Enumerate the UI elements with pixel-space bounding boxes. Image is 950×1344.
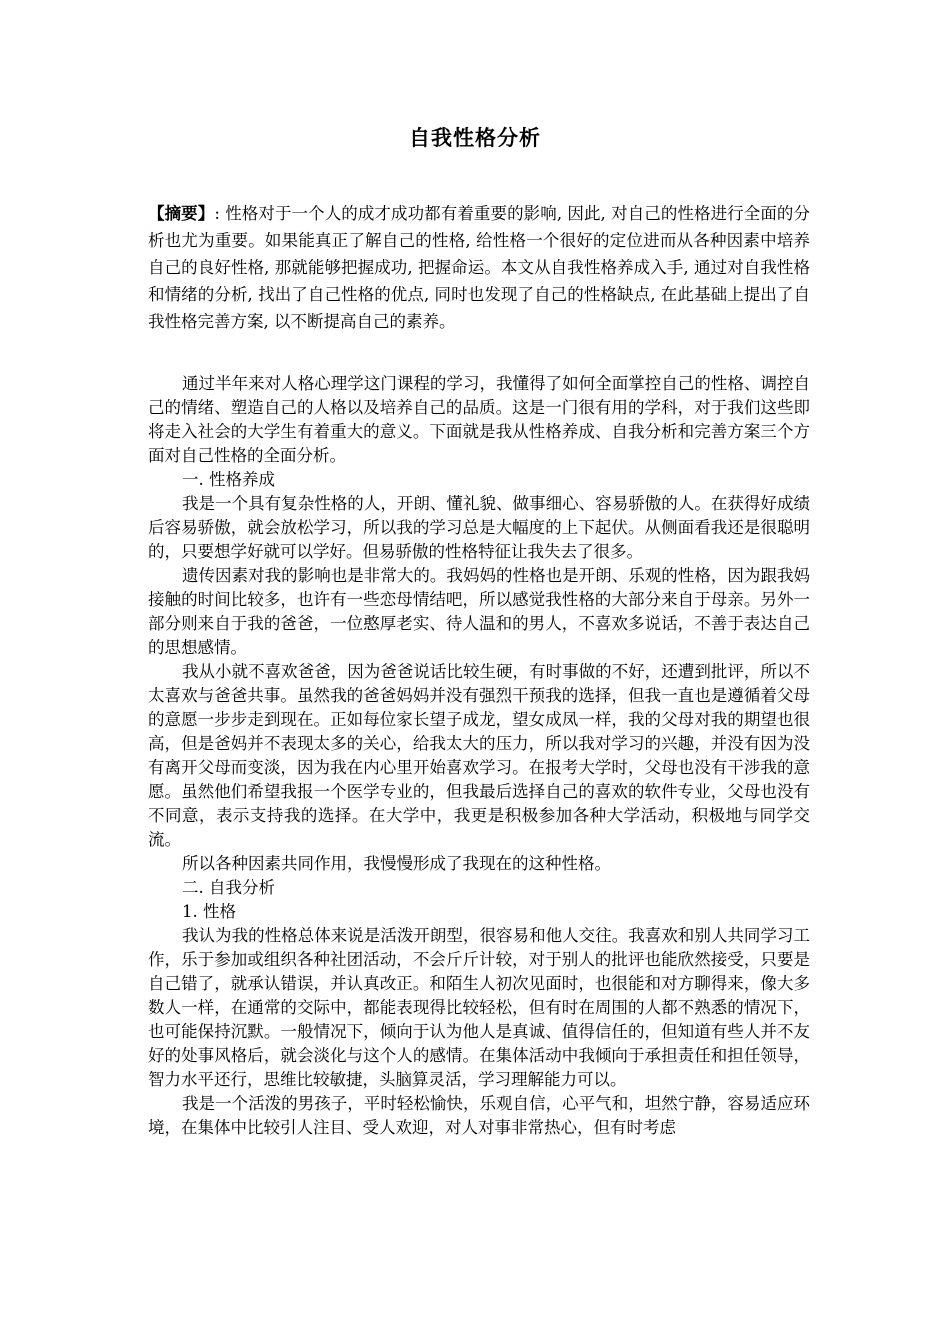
- abstract-text: : 性格对于一个人的成才成功都有着重要的影响, 因此, 对自己的性格进行全面的分析也尤为重要。如果能真正了解自己的性格, 给性格一个很好的定位进而从各种因素中培养自己的良好性格, 那就能够把握成功, 把握命运。本文从自我性格养成入手, 通过对自我性格和情绪的分析, 找出了自己性格的优点, 同时也发现了自己的性格缺点, 在此基础上提出了自我性格完善方案, 以不断提高自己的素养。: [148, 204, 810, 331]
- document-body: [148, 372, 810, 1140]
- body-paragraph: 我是一个具有复杂性格的人，开朗、懂礼貌、做事细心、容易骄傲的人。在获得好成绩后容易骄傲，就会放松学习，所以我的学习总是大幅度的上下起伏。从侧面看我还是很聪明的，只要想学好就可以学好。但易骄傲的性格特征让我失去了很多。: [148, 494, 810, 561]
- section-heading: 一. 性格养成: [182, 470, 275, 489]
- document-title: 自我性格分析: [409, 126, 541, 150]
- abstract-tag: 【摘要】: [148, 204, 215, 223]
- body-paragraph: 遗传因素对我的影响也是非常大的。我妈妈的性格也是开朗、乐观的性格，因为跟我妈接触的时间比较多，也许有一些恋母情结吧，所以感觉我性格的大部分来自于母亲。另外一部分则来自于我的爸爸，一位憨厚老实、待人温和的男人，不喜欢多说话，不善于表达自己的思想感情。: [148, 566, 810, 657]
- section-heading: 二. 自我分析: [182, 878, 275, 897]
- body-paragraph: 我从小就不喜欢爸爸，因为爸爸说话比较生硬，有时事做的不好，还遭到批评，所以不太喜欢与爸爸共事。虽然我的爸爸妈妈并没有强烈干预我的选择，但我一直也是遵循着父母的意愿一步步走到现在。正如每位家长望子成龙，望女成凤一样，我的父母对我的期望也很高，但是爸妈并不表现太多的关心，给我太大的压力，所以我对学习的兴趣，并没有因为没有离开父母而变淡，因为我在内心里开始喜欢学习。在报考大学时，父母也没有干涉我的意愿。虽然他们希望我报一个医学专业的，但我最后选择自己的喜欢的软件专业，父母也没有不同意，表示支持我的选择。在大学中，我更是积极参加各种大学活动，积极地与同学交流。: [148, 662, 810, 849]
- abstract: [148, 200, 810, 335]
- body-paragraph: 我是一个活泼的男孩子，平时轻松愉快，乐观自信，心平气和，坦然宁静，容易适应环境，在集体中比较引人注目、受人欢迎，对人对事非常热心，但有时考虑: [148, 1094, 810, 1137]
- body-paragraph: 通过半年来对人格心理学这门课程的学习，我懂得了如何全面掌控自己的性格、调控自己的情绪、塑造自己的人格以及培养自己的品质。这是一门很有用的学科，对于我们这些即将走入社会的大学生有着重大的意义。下面就是我从性格养成、自我分析和完善方案三个方面对自己性格的全面分析。: [148, 374, 810, 465]
- body-paragraph: 我认为我的性格总体来说是活泼开朗型，很容易和他人交往。我喜欢和别人共同学习工作，乐于参加或组织各种社团活动，不会斤斤计较，对于别人的批评也能欣然接受，只要是自己错了，就承认错误，并认真改正。和陌生人初次见面时，也很能和对方聊得来，像大多数人一样，在通常的交际中，都能表现得比较轻松，但有时在周围的人都不熟悉的情况下，也可能保持沉默。一般情况下，倾向于认为他人是真诚、值得信任的，但知道有些人并不友好的处事风格后，就会淡化与这个人的感情。在集体活动中我倾向于承担责任和担任领导，智力水平还行，思维比较敏捷，头脑算灵活，学习理解能力可以。: [148, 926, 810, 1089]
- subsection-heading: 1. 性格: [182, 902, 236, 921]
- body-paragraph: 所以各种因素共同作用，我慢慢形成了我现在的这种性格。: [182, 854, 611, 873]
